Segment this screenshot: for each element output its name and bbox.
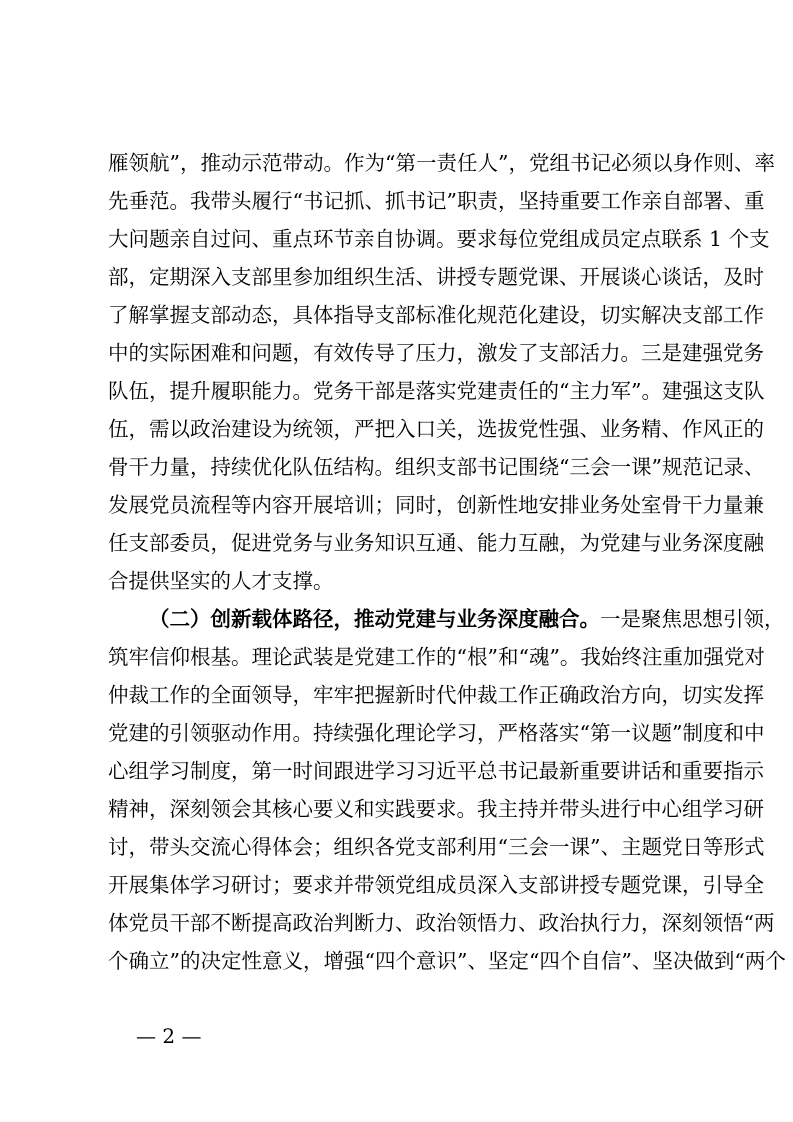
text-line	[108, 790, 764, 828]
paragraph-text: 伍，需以政治建设为统领，严把入口关，选拔党性强、业务精、作风正的	[108, 417, 764, 441]
text-line-content	[108, 410, 764, 448]
text-line-content	[108, 562, 688, 600]
text-line-content	[108, 942, 786, 980]
text-line-content	[108, 182, 765, 220]
paragraph-text: 先垂范。我带头履行“书记抓、抓书记”职责，坚持重要工作亲自部署、重	[108, 189, 765, 213]
paragraph-text: 个确立”的决定性意义，增强“四个意识”、坚定“四个自信”、坚决做到“两个	[108, 949, 786, 973]
text-line	[108, 866, 764, 904]
page-number: — 2 —	[136, 1024, 202, 1048]
text-line	[108, 562, 688, 600]
text-line-content	[108, 524, 764, 562]
text-line-content	[108, 676, 764, 714]
paragraph-text: 中的实际困难和问题，有效传导了压力，激发了支部活力。三是建强党务	[108, 341, 764, 365]
paragraph-text: 心组学习制度，第一时间跟进学习习近平总书记最新重要讲话和重要指示	[108, 759, 764, 783]
text-line	[108, 904, 775, 942]
text-line-content	[108, 790, 764, 828]
paragraph-text: 任支部委员，促进党务与业务知识互通、能力互融，为党建与业务深度融	[108, 531, 764, 555]
text-line-content	[108, 144, 775, 182]
text-line	[108, 524, 764, 562]
text-line-content	[108, 866, 764, 904]
text-line-content	[108, 714, 765, 752]
text-line	[108, 752, 764, 790]
paragraph-text: 体党员干部不断提高政治判断力、政治领悟力、政治执行力，深刻领悟“两	[108, 911, 775, 935]
text-line	[108, 448, 765, 486]
text-line	[108, 258, 764, 296]
text-line-content	[108, 486, 764, 524]
text-line-content	[108, 828, 765, 866]
text-line-content	[108, 372, 765, 410]
paragraph-text: 开展集体学习研讨；要求并带领党组成员深入支部讲授专题党课，引导全	[108, 873, 764, 897]
text-line-content	[108, 638, 765, 676]
text-line-content	[108, 448, 765, 486]
paragraph-text: 大问题亲自过问、重点环节亲自协调。要求每位党组成员定点联系 1 个支	[108, 227, 770, 251]
text-line	[108, 600, 785, 638]
text-line	[108, 182, 765, 220]
paragraph-text: 队伍，提升履职能力。党务干部是落实党建责任的“主力军”。建强这支队	[108, 379, 765, 403]
paragraph-text: 合提供坚实的人才支撑。	[108, 569, 334, 593]
body-text	[108, 144, 786, 980]
text-line	[108, 638, 765, 676]
text-line	[108, 296, 764, 334]
paragraph-text: 骨干力量，持续优化队伍结构。组织支部书记围绕“三会一课”规范记录、	[108, 455, 765, 479]
text-line-content	[108, 296, 764, 334]
paragraph-text: 部，定期深入支部里参加组织生活、讲授专题党课、开展谈心谈话，及时	[108, 265, 764, 289]
paragraph-text: 发展党员流程等内容开展培训；同时，创新性地安排业务处室骨干力量兼	[108, 493, 764, 517]
text-line	[108, 334, 764, 372]
text-line-content	[108, 258, 764, 296]
text-line-content	[149, 600, 785, 638]
text-line-content	[108, 904, 775, 942]
text-line-content	[108, 220, 770, 258]
paragraph-text: 了解掌握支部动态，具体指导支部标准化规范化建设，切实解决支部工作	[108, 303, 764, 327]
paragraph-text: 雁领航”，推动示范带动。作为“第一责任人”，党组书记必须以身作则、率	[108, 151, 775, 175]
text-line	[108, 828, 765, 866]
text-line	[108, 220, 770, 258]
text-line	[108, 372, 765, 410]
text-line	[108, 942, 786, 980]
text-line	[108, 676, 764, 714]
paragraph-text: 一是聚焦思想引领，	[600, 607, 785, 631]
paragraph-text: 筑牢信仰根基。理论武装是党建工作的“根”和“魂”。我始终注重加强党对	[108, 645, 765, 669]
section-heading: （二）创新载体路径，推动党建与业务深度融合。	[149, 607, 600, 631]
text-line	[108, 486, 764, 524]
paragraph-text: 精神，深刻领会其核心要义和实践要求。我主持并带头进行中心组学习研	[108, 797, 764, 821]
paragraph-text: 党建的引领驱动作用。持续强化理论学习，严格落实“第一议题”制度和中	[108, 721, 765, 745]
text-line	[108, 144, 775, 182]
text-line	[108, 410, 764, 448]
text-line-content	[108, 752, 764, 790]
text-line	[108, 714, 765, 752]
paragraph-text: 仲裁工作的全面领导，牢牢把握新时代仲裁工作正确政治方向，切实发挥	[108, 683, 764, 707]
paragraph-text: 讨，带头交流心得体会；组织各党支部利用“三会一课”、主题党日等形式	[108, 835, 765, 859]
text-line-content	[108, 334, 764, 372]
